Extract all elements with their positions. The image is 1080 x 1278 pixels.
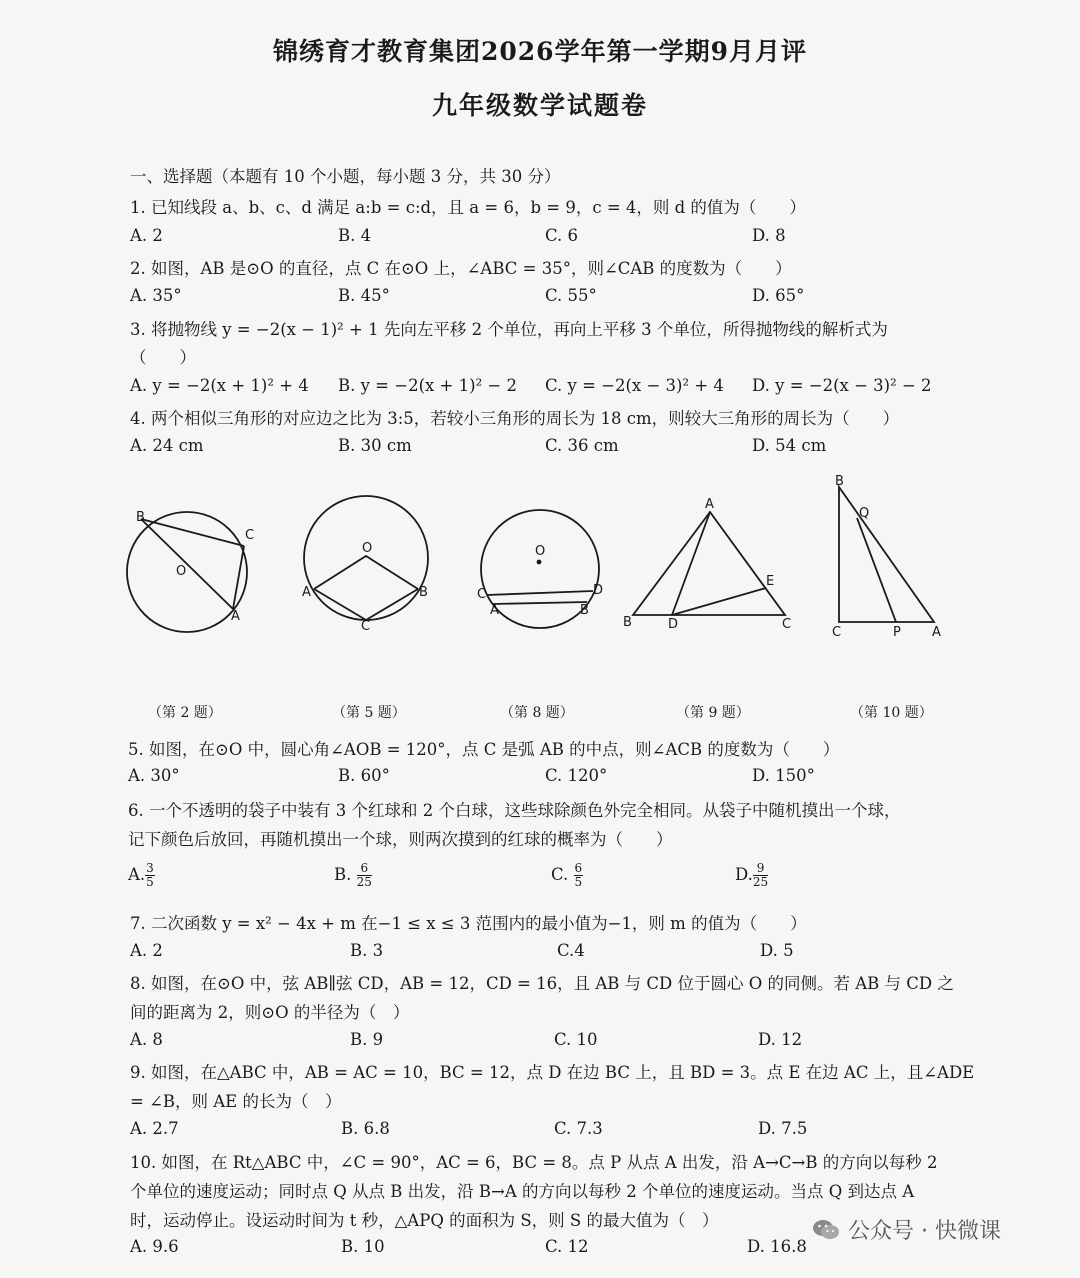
question-10-cont-2: 时，运动停止。设运动时间为 t 秒，△APQ 的面积为 S，则 S 的最大值为（ ） [130, 1211, 719, 1230]
q6-option-c-fraction [574, 862, 584, 889]
fig10-label-p: P [893, 625, 901, 640]
q7-option-a: A. 2 [130, 941, 163, 960]
question-9: 9. 如图，在△ABC 中，AB = AC = 10，BC = 12，点 D 在边 BC 上，且 BD = 3。点 E 在边 AC 上，且∠ADE [130, 1063, 975, 1082]
figure-q5 [302, 496, 428, 634]
q5-option-c: C. 120° [545, 766, 608, 785]
q4-option-c: C. 36 cm [545, 436, 619, 455]
q4-option-a: A. 24 cm [130, 436, 204, 455]
fig10-label-c: C [832, 625, 842, 640]
q7-option-c: C.4 [557, 941, 585, 960]
q8-option-c: C. 10 [554, 1030, 598, 1049]
question-5: 5. 如图，在⊙O 中，圆心角∠AOB = 120°，点 C 是弧 AB 的中点，则∠ACB 的度数为（ ） [128, 740, 840, 759]
fig5-circle [304, 496, 428, 620]
fig9-segment-de [672, 588, 766, 615]
question-1: 1. 已知线段 a、b、c、d 满足 a:b = c:d，且 a = 6，b = 9，c = 4，则 d 的值为（ ） [130, 198, 806, 217]
watermark-text: 公众号 · 快微课 [848, 1219, 1001, 1244]
fig9-label-e: E [766, 574, 775, 589]
q6-b-num: 6 [357, 862, 372, 876]
q6-d-den: 25 [752, 875, 769, 889]
fig10-segment-qp [857, 518, 896, 622]
figure-q9 [623, 497, 791, 632]
q8-option-d: D. 12 [758, 1030, 803, 1049]
q4-option-b: B. 30 cm [338, 436, 412, 455]
q6-c-den: 5 [574, 875, 583, 889]
question-10: 10. 如图，在 Rt△ABC 中，∠C = 90°，AC = 6，BC = 8。点 P 从点 A 出发，沿 A→C→B 的方向以每秒 2 [130, 1153, 938, 1172]
q3-option-b: B. y = −2(x + 1)² − 2 [338, 376, 517, 395]
question-10-cont-1: 个单位的速度运动；同时点 Q 从点 B 出发，沿 B→A 的方向以每秒 2 个单位的速度运动。当点 Q 到达点 A [130, 1182, 915, 1201]
q10-option-b: B. 10 [341, 1237, 385, 1256]
fig5-label-b: B [419, 585, 428, 600]
q1-option-a: A. 2 [130, 226, 163, 245]
fig2-label-o: O [176, 564, 187, 579]
q7-option-d: D. 5 [760, 941, 794, 960]
question-4: 4. 两个相似三角形的对应边之比为 3:5，若较小三角形的周长为 18 cm，则较大三角形的周长为（ ） [130, 409, 900, 428]
q10-option-a: A. 9.6 [130, 1237, 179, 1256]
q9-option-d: D. 7.5 [758, 1119, 808, 1138]
fig8-chord-ab [493, 602, 587, 604]
exam-title: 锦绣育才教育集团2026学年第一学期9月月评 [273, 37, 807, 66]
fig2-circle [127, 512, 247, 632]
question-8-cont: 间的距离为 2，则⊙O 的半径为（ ） [130, 1003, 410, 1022]
q7-option-b: B. 3 [350, 941, 384, 960]
fig5-label-a: A [302, 585, 311, 600]
q6-option-a [128, 862, 155, 889]
fig8-label-b: B [580, 603, 589, 618]
fig5-radii [314, 556, 418, 589]
q6-option-b-letter: B. [334, 865, 352, 884]
caption-q9: （第 9 题） [676, 705, 750, 721]
fig8-label-a: A [490, 603, 499, 618]
q6-option-a-fraction [145, 862, 155, 889]
q3-option-a: A. y = −2(x + 1)² + 4 [130, 376, 309, 395]
q6-c-num: 6 [574, 861, 583, 875]
q6-b-den: 25 [356, 875, 372, 889]
q5-option-b: B. 60° [338, 766, 390, 785]
q9-option-c: C. 7.3 [554, 1119, 603, 1138]
q5-option-a: A. 30° [128, 766, 180, 785]
question-7: 7. 二次函数 y = x² − 4x + m 在−1 ≤ x ≤ 3 范围内的最小值为−1，则 m 的值为（ ） [130, 914, 807, 933]
q6-option-c-letter: C. [551, 865, 569, 884]
figure-q2 [127, 510, 254, 632]
fig9-label-c: C [782, 617, 792, 632]
q10-option-d: D. 16.8 [747, 1237, 807, 1256]
fig2-label-a: A [231, 609, 240, 624]
fig9-label-b: B [623, 615, 632, 630]
fig10-label-b: B [835, 474, 844, 489]
figure-q10 [832, 474, 941, 640]
fig2-label-b: B [136, 510, 145, 525]
q6-a-den: 5 [146, 875, 154, 889]
caption-q2: （第 2 题） [148, 705, 222, 721]
fig8-label-d: D [593, 583, 604, 598]
fig5-label-o: O [362, 541, 373, 556]
q6-d-num: 9 [753, 862, 768, 876]
fig2-chord-ca [233, 546, 244, 609]
question-6: 6. 一个不透明的袋子中装有 3 个红球和 2 个白球，这些球除颜色外完全相同。从袋子中随机摸出一个球， [128, 801, 901, 820]
q8-option-a: A. 8 [130, 1030, 163, 1049]
q6-option-b-fraction [357, 862, 372, 889]
caption-q8: （第 8 题） [500, 705, 574, 721]
fig2-label-c: C [245, 528, 255, 543]
question-3: 3. 将抛物线 y = −2(x − 1)² + 1 先向左平移 2 个单位，再向上平移 3 个单位，所得抛物线的解析式为 [130, 320, 888, 339]
q3-option-c: C. y = −2(x − 3)² + 4 [545, 376, 724, 395]
q2-option-c: C. 55° [545, 286, 597, 305]
q6-a-num: 3 [146, 861, 154, 875]
watermark [812, 1214, 1001, 1245]
q6-option-c [551, 862, 583, 889]
question-6-cont: 记下颜色后放回，再随机摸出一个球，则两次摸到的红球的概率为（ ） [128, 830, 673, 849]
fig8-chord-cd [487, 591, 593, 595]
wechat-icon [812, 1218, 840, 1242]
question-8: 8. 如图，在⊙O 中，弦 AB∥弦 CD，AB = 12，CD = 16，且 AB 与 CD 位于圆心 O 的同侧。若 AB 与 CD 之 [130, 974, 954, 993]
fig9-segment-ad [672, 512, 710, 615]
fig5-label-c: C [361, 619, 371, 634]
q6-option-b [334, 862, 372, 889]
fig8-label-o: O [535, 544, 546, 559]
caption-q10: （第 10 题） [850, 705, 933, 721]
exam-subtitle: 九年级数学试题卷 [431, 91, 648, 120]
q5-option-d: D. 150° [752, 766, 815, 785]
q2-option-b: B. 45° [338, 286, 390, 305]
fig2-chord-bc [141, 519, 244, 546]
fig9-label-d: D [668, 617, 679, 632]
fig10-triangle-abc [839, 487, 934, 622]
q2-option-d: D. 65° [752, 286, 805, 305]
fig8-center-dot [538, 561, 541, 564]
q9-option-a: A. 2.7 [130, 1119, 179, 1138]
q3-option-d: D. y = −2(x − 3)² − 2 [752, 376, 932, 395]
caption-q5: （第 5 题） [332, 705, 406, 721]
fig5-chords [314, 589, 418, 620]
q1-option-c: C. 6 [545, 226, 579, 245]
q2-option-a: A. 35° [130, 286, 182, 305]
q6-option-d-fraction [753, 862, 768, 889]
q1-option-b: B. 4 [338, 226, 372, 245]
question-2: 2. 如图，AB 是⊙O 的直径，点 C 在⊙O 上，∠ABC = 35°，则∠CAB 的度数为（ ） [130, 259, 792, 278]
q1-option-d: D. 8 [752, 226, 786, 245]
q9-option-b: B. 6.8 [341, 1119, 390, 1138]
question-3-cont: （ ） [130, 348, 196, 367]
fig2-diameter-ab [141, 519, 233, 609]
q4-option-d: D. 54 cm [752, 436, 827, 455]
section-heading: 一、选择题（本题有 10 个小题，每小题 3 分，共 30 分） [130, 167, 561, 186]
q10-option-c: C. 12 [545, 1237, 589, 1256]
question-9-cont: = ∠B，则 AE 的长为（ ） [130, 1092, 342, 1111]
q8-option-b: B. 9 [350, 1030, 384, 1049]
q6-option-d [735, 862, 768, 889]
fig9-triangle-abc [633, 512, 785, 615]
fig9-label-a: A [705, 497, 714, 512]
q6-option-a-letter: A. [128, 865, 146, 884]
figure-q8 [477, 510, 603, 628]
fig10-label-q: Q [859, 506, 870, 521]
fig10-label-a: A [932, 625, 941, 640]
q6-option-d-letter: D. [735, 865, 753, 884]
fig8-label-c: C [477, 587, 487, 602]
